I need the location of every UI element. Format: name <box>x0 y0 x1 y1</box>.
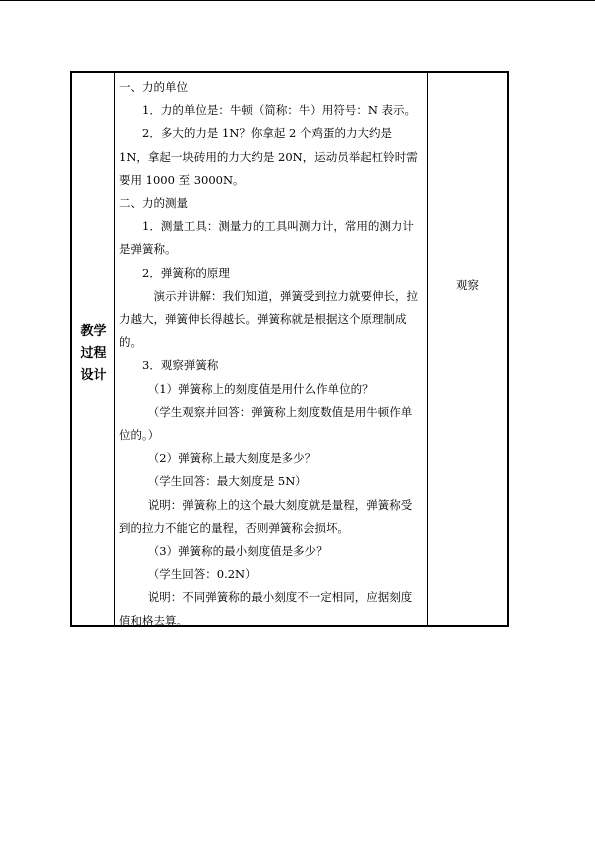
paragraph: 1．力的单位是：牛顿（简称：牛）用符号：N 表示。 <box>142 103 417 118</box>
row-label <box>72 321 115 387</box>
content-column <box>115 73 428 628</box>
label-column <box>72 73 115 625</box>
paragraph: 2．多大的力是 1N？你拿起 2 个鸡蛋的力大约是 1N，拿起一块砖用的力大约是 20N，运动员举起杠铃时需要用 1000 至 3000N。 <box>119 126 418 187</box>
paragraph: 说明：弹簧称上的这个最大刻度就是量程，弹簧称受到的拉力不能它的量程，否则弹簧称会损坏。 <box>119 497 413 535</box>
paragraph: 3．观察弹簧称 <box>142 358 219 373</box>
row-label-line-1: 教学 <box>80 324 107 339</box>
lesson-content <box>119 76 421 633</box>
paragraph: （学生回答：最大刻度是 5N） <box>147 474 307 489</box>
paragraph: 演示并讲解：我们知道，弹簧受到拉力就要伸长，拉力越大，弹簧伸长得越长。弹簧称就是根据这个原理制成的。 <box>119 288 418 350</box>
paragraph: 1．测量工具：测量力的工具叫测力计，常用的测力计是弹簧称。 <box>119 219 414 257</box>
lesson-table <box>70 71 509 627</box>
row-label-line-2: 过程 <box>80 346 107 361</box>
paragraph: （2）弹簧称上最大刻度是多少？ <box>147 451 317 466</box>
paragraph: 说明：不同弹簧称的最小刻度不一定相同，应据刻度值和格去算。 <box>119 590 413 628</box>
notes-column <box>428 73 507 625</box>
paragraph: （学生回答：0.2N） <box>147 567 257 582</box>
row-label-line-3: 设计 <box>80 368 107 383</box>
observe-note: 观察 <box>456 278 479 292</box>
paragraph: （学生观察并回答：弹簧称上刻度数值是用牛顿作单位的。） <box>119 404 413 443</box>
paragraph: （1）弹簧称上的刻度值是用什么作单位的？ <box>147 381 374 396</box>
paragraph: （3）弹簧称的最小刻度值是多少？ <box>147 544 328 559</box>
paragraph: 一、力的单位 <box>119 80 188 94</box>
paragraph: 二、力的测量 <box>119 196 188 211</box>
paragraph: 2．弹簧称的原理 <box>142 265 230 280</box>
top-rule <box>0 0 595 1</box>
